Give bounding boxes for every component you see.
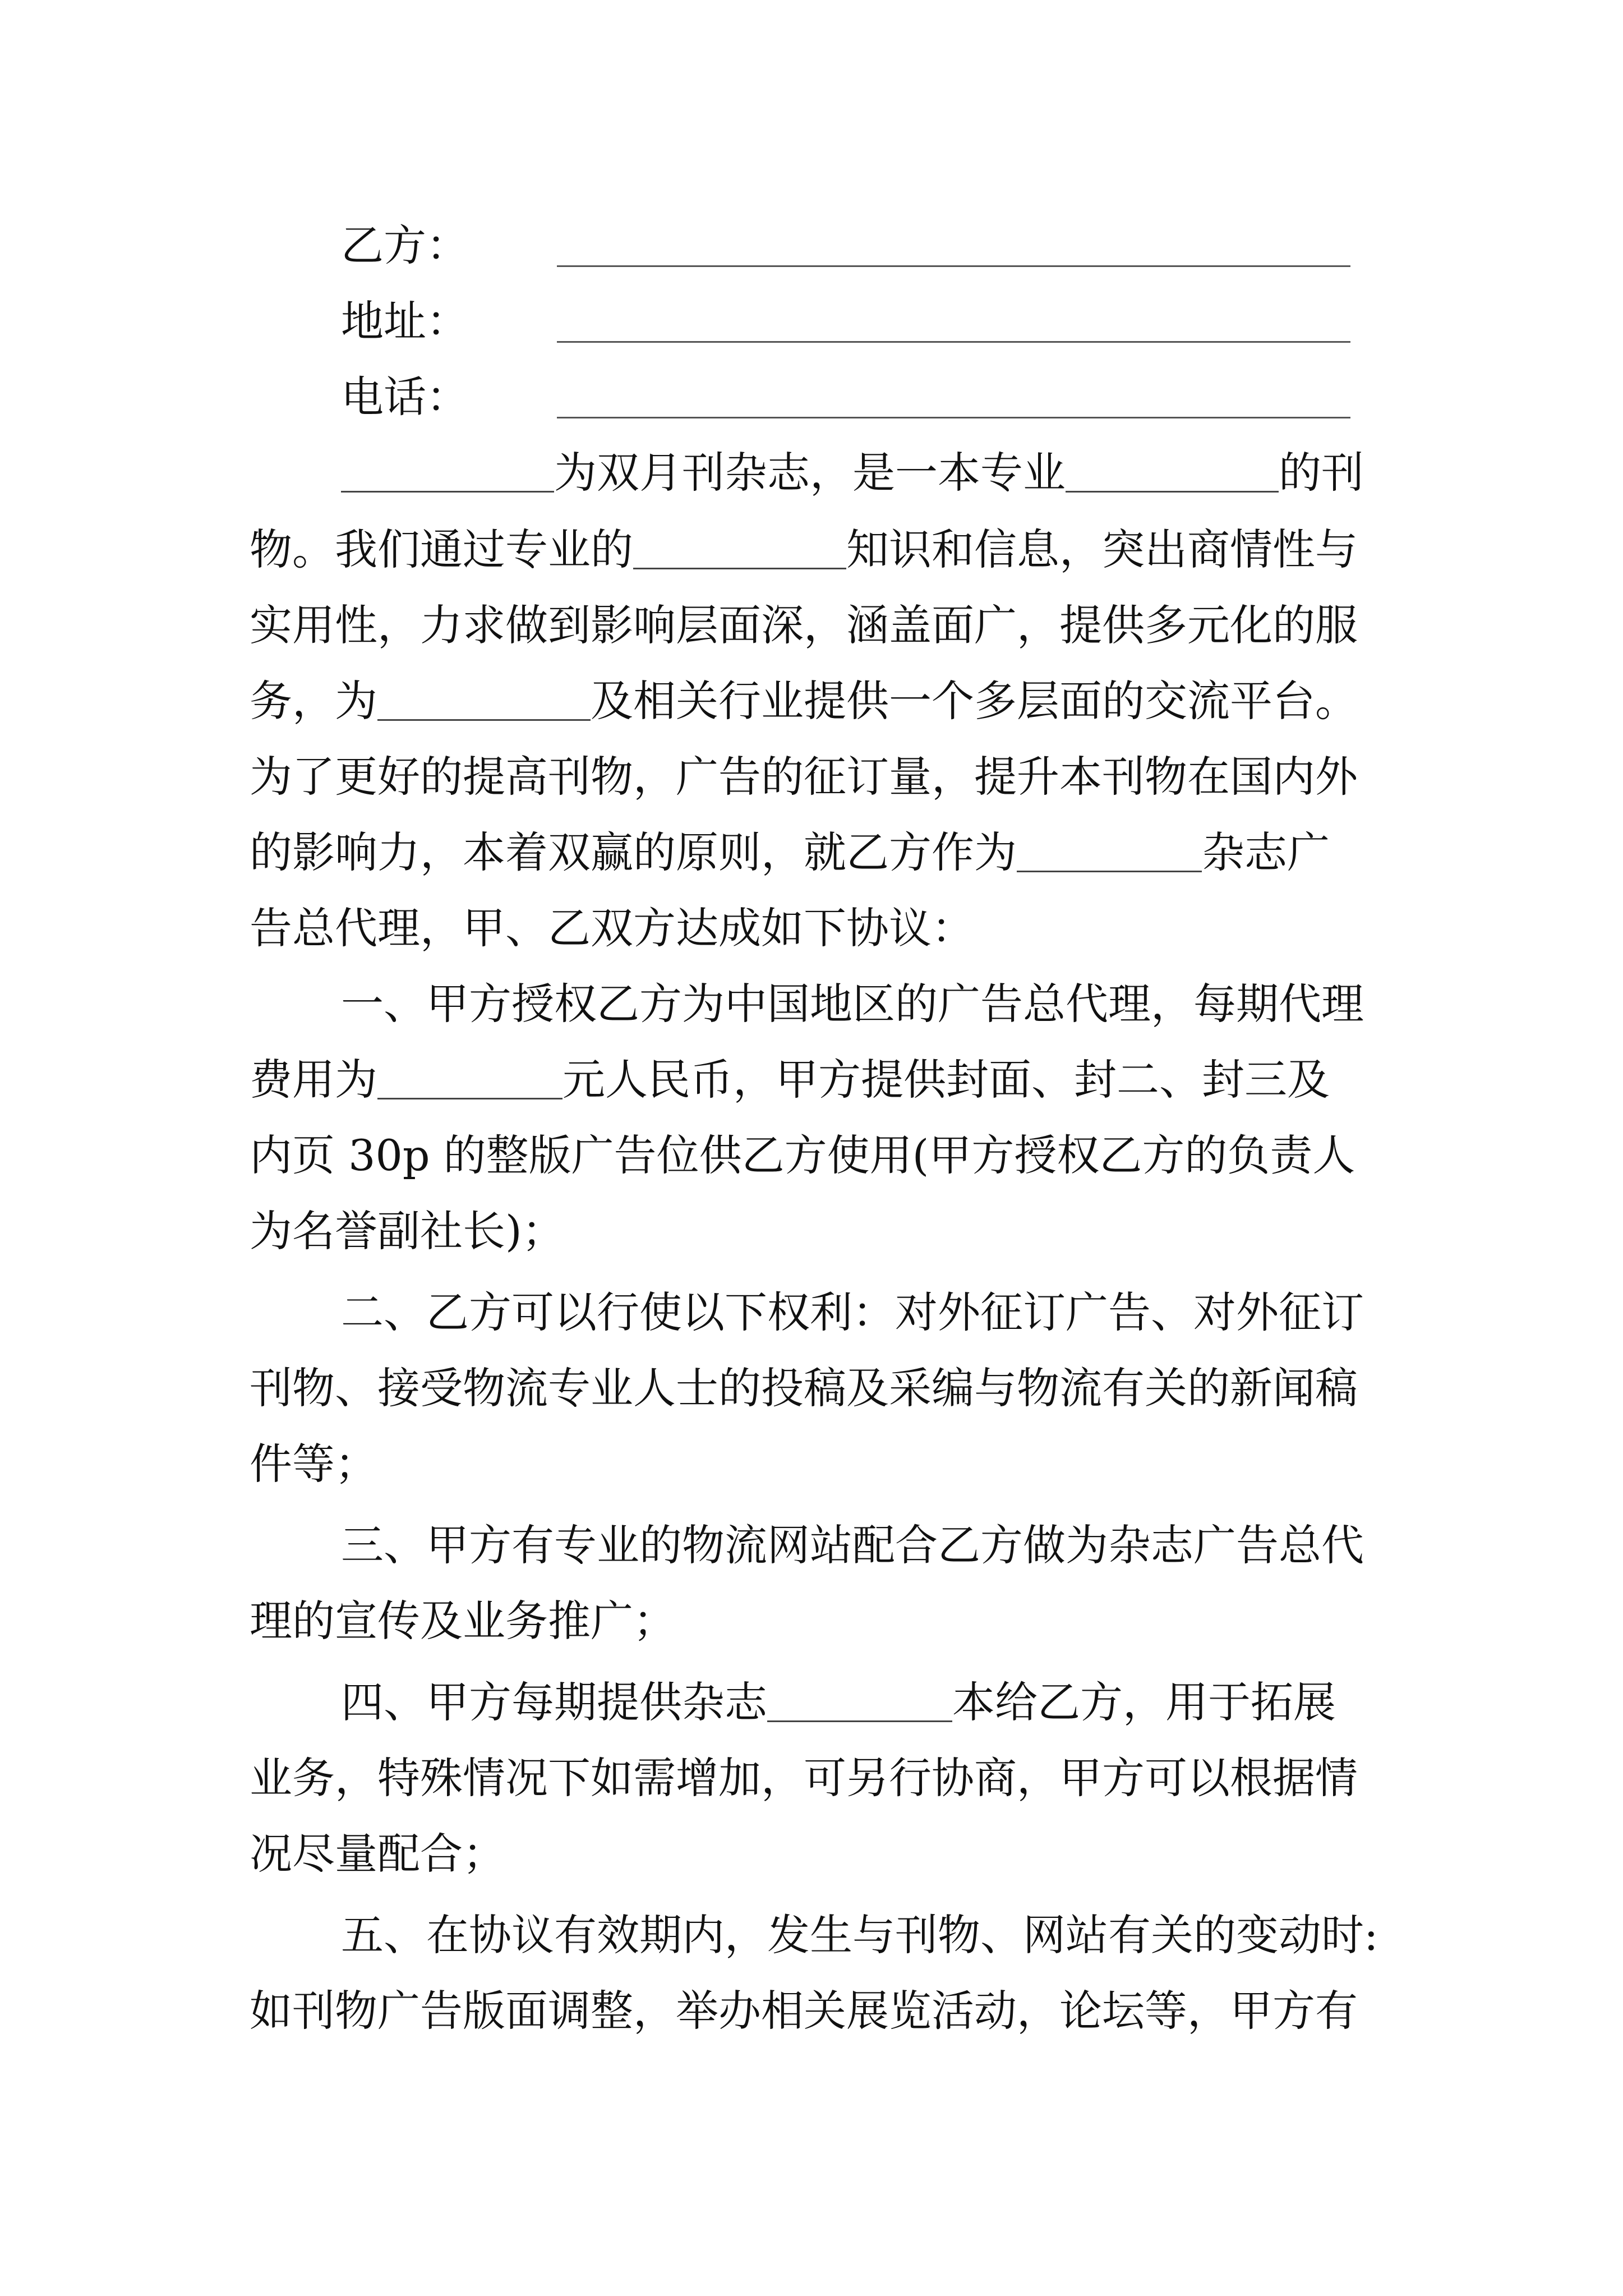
- field-underline: [557, 265, 1350, 267]
- paragraph-line: 物。我们通过专业的 知识和信息，突出商情性与: [250, 524, 1358, 574]
- field-address: [341, 279, 1463, 364]
- clause-2-line: 件等；: [250, 1439, 377, 1489]
- field-phone: [341, 355, 1463, 439]
- blank-underline: [633, 525, 846, 569]
- blank-underline: [377, 677, 591, 721]
- blank-underline: [341, 448, 554, 493]
- field-underline: [557, 417, 1350, 418]
- blank-underline: [1066, 448, 1279, 493]
- paragraph-line: 告总代理，甲、乙双方达成如下协议：: [250, 903, 974, 953]
- field-label: 乙方：: [341, 220, 469, 270]
- blank-underline: [767, 1678, 952, 1722]
- clause-4-line: 况尽量配合；: [250, 1829, 505, 1879]
- clause-1-line: 一、甲方授权乙方为中国地区的广告总代理，每期代理: [341, 979, 1364, 1029]
- field-party-b: [341, 204, 1463, 288]
- paragraph-line: 实用性，力求做到影响层面深，涵盖面广，提供多元化的服: [250, 600, 1358, 650]
- clause-5-line: 如刊物广告版面调整，举办相关展览活动，论坛等，甲方有: [250, 1986, 1358, 2036]
- blank-underline: [1017, 828, 1202, 872]
- blank-underline: [377, 1055, 562, 1099]
- field-label: 电话：: [341, 372, 469, 422]
- clause-4-line: 业务，特殊情况下如需增加，可另行协商，甲方可以根据情: [250, 1753, 1358, 1803]
- clause-1-line: 为名誉副社长)；: [250, 1206, 565, 1256]
- paragraph-line: 务，为 及相关行业提供一个多层面的交流平台。: [250, 676, 1358, 726]
- field-label: 地址：: [341, 296, 469, 346]
- clause-1-line: 费用为 元人民币，甲方提供封面、封二、封三及: [250, 1055, 1330, 1105]
- paragraph-line: 的影响力，本着双赢的原则，就乙方作为 杂志广: [250, 827, 1330, 877]
- clause-1-line: 内页 30p 的整版广告位供乙方使用(甲方授权乙方的负责人: [250, 1130, 1355, 1180]
- clause-2-line: 刊物、接受物流专业人士的投稿及采编与物流有关的新闻稿: [250, 1363, 1358, 1413]
- clause-2-line: 二、乙方可以行使以下权利：对外征订广告、对外征订: [341, 1287, 1364, 1337]
- paragraph-line: 为了更好的提高刊物，广告的征订量，提升本刊物在国内外: [250, 752, 1358, 802]
- field-underline: [557, 341, 1350, 343]
- clause-3-line: 理的宣传及业务推广；: [250, 1596, 676, 1646]
- clause-3-line: 三、甲方有专业的物流网站配合乙方做为杂志广告总代: [341, 1520, 1364, 1570]
- paragraph-line: 为双月刊杂志，是一本专业 的刊: [341, 431, 1463, 515]
- clause-4-line: 四、甲方每期提供杂志 本给乙方，用于拓展: [341, 1677, 1336, 1727]
- clause-5-line: 五、在协议有效期内，发生与刊物、网站有关的变动时:: [341, 1910, 1378, 1960]
